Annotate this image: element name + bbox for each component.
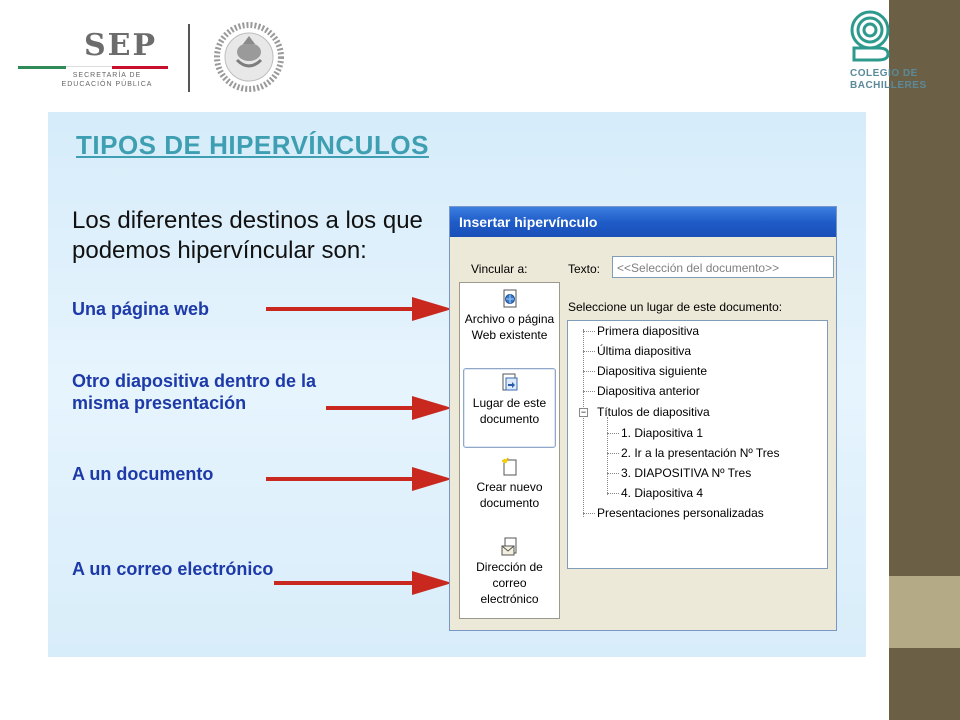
display-text-input[interactable]: <<Selección del documento>> [612, 256, 834, 278]
existing-file-web-button[interactable] [463, 285, 556, 365]
tree-branch [583, 391, 595, 392]
sep-green-bar [18, 66, 66, 69]
tree-item-first-slide[interactable]: Primera diapositiva [597, 324, 700, 338]
collapse-toggle-icon[interactable]: − [580, 407, 587, 417]
link-to-label: Vincular a: [471, 262, 528, 276]
national-seal-icon [210, 22, 288, 92]
item-other-slide: Otro diapositiva dentro de la misma presentación [72, 371, 317, 413]
create-new-document-button[interactable] [463, 453, 556, 533]
tree-item-slide-3[interactable]: 3. DIAPOSITIVA Nº Tres [621, 466, 752, 480]
tree-branch [607, 473, 619, 474]
tree-item-slide-titles[interactable]: Títulos de diapositiva [597, 405, 710, 419]
tree-branch [583, 351, 595, 352]
cb-line-2: BACHILLERES [850, 80, 927, 91]
item-email: A un correo electrónico [72, 559, 274, 579]
tree-branch [607, 493, 619, 494]
tree-item-slide-1[interactable]: 1. Diapositiva 1 [621, 426, 704, 440]
item-document: A un documento [72, 464, 214, 484]
place-label: Seleccione un lugar de este documento: [568, 300, 783, 314]
tree-branch [583, 513, 595, 514]
dialog-title: Insertar hipervínculo [450, 207, 836, 237]
tree-item-slide-4[interactable]: 4. Diapositiva 4 [621, 486, 704, 500]
link-to-bar [459, 282, 560, 619]
tree-guide [607, 417, 608, 495]
sep-white-bar [66, 66, 112, 70]
sep-wordmark: SEP [84, 28, 158, 63]
tree-item-last-slide[interactable]: Última diapositiva [597, 344, 692, 358]
arrow-to-place-icon [326, 393, 456, 423]
web-page-icon [500, 289, 520, 309]
intro-text: Los diferentes destinos a los que podemos hipervíncular son: [72, 207, 423, 264]
sep-logo [18, 28, 178, 92]
colegio-bachilleres-logo [846, 10, 946, 100]
document-place-icon [500, 373, 520, 393]
slide-title: TIPOS DE HIPERVÍNCULOS [76, 130, 429, 160]
cb-line-1: COLEGIO DE [850, 68, 918, 79]
email-address-button[interactable] [463, 533, 556, 613]
right-sidebar [889, 0, 960, 720]
arrow-to-web-icon [266, 294, 456, 324]
places-tree[interactable] [567, 320, 828, 569]
tree-item-next-slide[interactable]: Diapositiva siguiente [597, 364, 708, 378]
tree-branch [583, 371, 595, 372]
email-icon [500, 537, 520, 557]
existing-file-web-label: Archivo o página Web existente [464, 312, 555, 342]
tree-item-custom-shows[interactable]: Presentaciones personalizadas [597, 506, 764, 520]
create-new-document-label: Crear nuevo documento [476, 480, 543, 510]
place-in-document-label: Lugar de este documento [472, 396, 547, 426]
sep-red-bar [112, 66, 168, 69]
text-label: Texto: [568, 262, 601, 276]
cb-spiral-icon [848, 10, 892, 64]
tree-item-previous-slide[interactable]: Diapositiva anterior [597, 384, 700, 398]
place-in-document-button[interactable] [463, 368, 556, 448]
tree-branch [607, 433, 619, 434]
sep-subtitle-1: SECRETARÍA DE [72, 72, 142, 79]
new-document-icon [500, 457, 520, 477]
tree-branch [607, 453, 619, 454]
sep-subtitle-2: EDUCACIÓN PÚBLICA [61, 81, 153, 88]
tree-branch [583, 331, 595, 332]
tree-guide [583, 329, 584, 517]
arrow-to-new-doc-icon [266, 464, 456, 494]
logo-divider [188, 24, 190, 92]
email-address-label: Dirección de correo electrónico [476, 560, 543, 606]
arrow-to-email-icon [274, 568, 456, 598]
item-web-page: Una página web [72, 299, 210, 319]
sidebar-accent-block [889, 576, 960, 648]
tree-item-slide-2[interactable]: 2. Ir a la presentación Nº Tres [621, 446, 780, 460]
